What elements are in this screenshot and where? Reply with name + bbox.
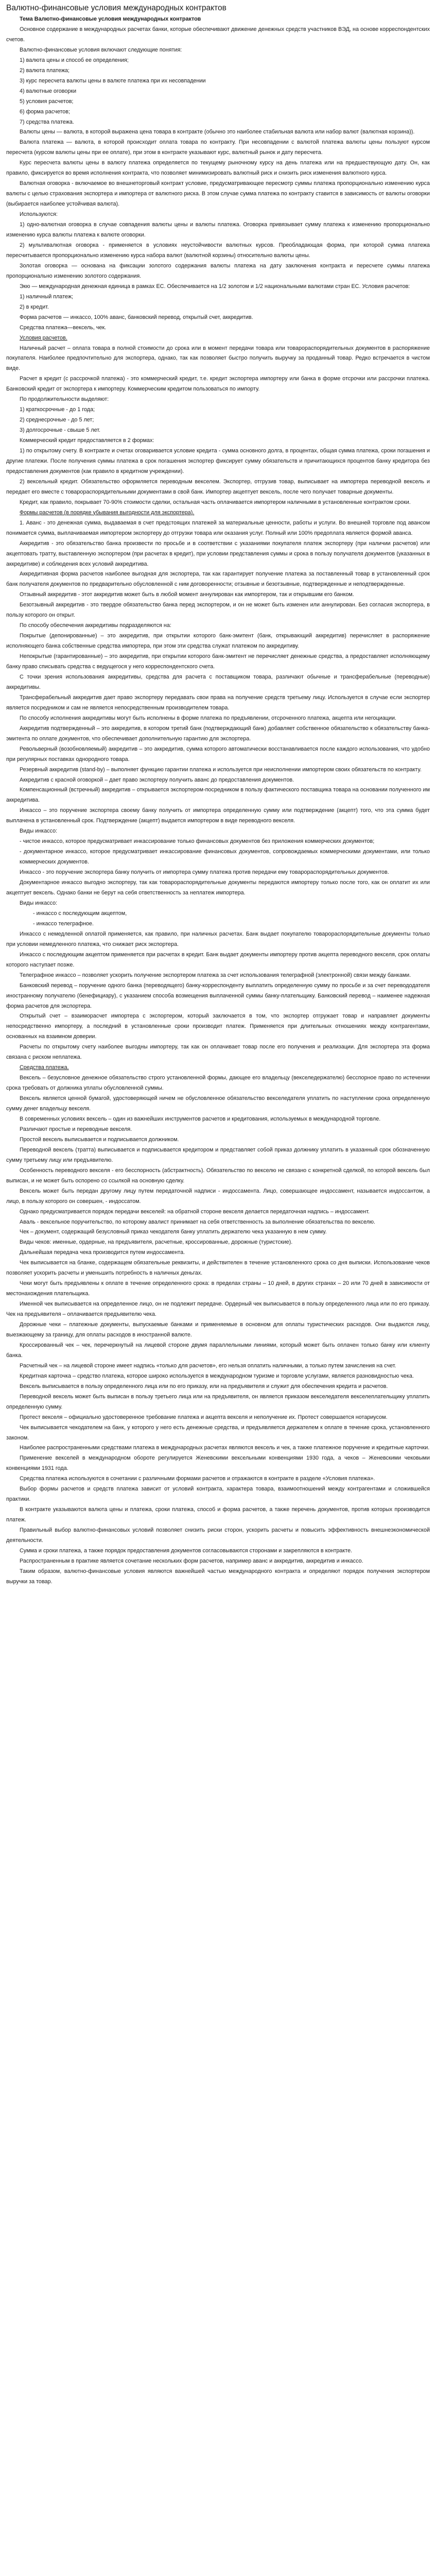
paragraph: Револьверный (возобновляемый) аккредитив – это аккредитив, сумма которого автоматически восстанавливается после каждого использования, что удобно при регулярных поставках однородного товара.: [6, 745, 430, 762]
paragraph: 1. Аванс - это денежная сумма, выдаваемая в счет предстоящих платежей за материальные ценности, работы и услуги. Во внешней торговле под авансом понимается сумма, выплачиваемая импортером экспортеру до отгрузки товара или оказания услуг. Полный или 100% предоплата является формой аванса.: [6, 519, 430, 536]
paragraph: Простой вексель выписывается и подписывается должником.: [20, 1136, 179, 1143]
paragraph: Расчет в кредит (с рассрочкой платежа) - это коммерческий кредит, т.е. кредит экспортера импортеру или банка в форме отсрочки или рассрочки платежа. Банковский кредит от экспортера к импортеру. Коммерческим кредитом пользоваться по импорту.: [6, 376, 430, 393]
paragraph: Однако предусматривается порядок передачи векселей: на обратной стороне векселя делается передаточная надпись – индоссамент.: [20, 1208, 370, 1215]
paragraph: Выбор формы расчетов и средств платежа зависит от условий контракта, характера товара, взаимоотношений между контрагентами и сложившейся практики.: [6, 1486, 430, 1503]
paragraph: Вексель выписывается в пользу определенного лица или по его приказу, или на предъявителя и служит для обеспечения кредита и расчетов.: [20, 1383, 388, 1389]
list-item: - чистое инкассо, которое предусматривает инкассирование только финансовых документов без приложения коммерческих документов;: [20, 838, 375, 845]
paragraph: Коммерческий кредит предоставляется в 2 формах:: [20, 437, 154, 444]
paragraph: По способу обеспечения аккредитивы подразделяются на:: [20, 622, 171, 629]
paragraph: Дальнейшая передача чека производится путем индоссамента.: [20, 1249, 185, 1256]
paragraph: Валюта платежа — валюта, в которой происходит оплата товара по контракту. При несовпадении с валютой платежа валюты цены пользуют курсом пересчета (курсом валюты цены при ее оплате), при этом в контракте указывают курс, валютный рынок и дату пересчета.: [6, 139, 430, 156]
list-item: 3) долгосрочные - свыше 5 лет.: [20, 427, 101, 434]
paragraph: Аккредитив - это обязательство банка произвести по просьбе и в соответствии с указаниями покупателя платеж экспортеру (при наличии расчетов) или акцептовать тратту, выставленную экспортером (при расчетах в кредит), при условии представления суммы и срока в пользу получателя документов (указанных в аккредитиве) и соблюдения всех условий аккредитива.: [6, 540, 430, 567]
paragraph: Телеграфное инкассо – позволяет ускорить получение экспортером платежа за счет использования телеграфной (электронной) связи между банками.: [20, 972, 411, 978]
paragraph: Инкассо с последующим акцептом применяется при расчетах в кредит. Банк выдает документы импортеру против акцепта переводного векселя, срок оплаты которого наступает позже.: [6, 951, 430, 968]
paragraph: Аккредитив подтвержденный – это аккредитив, в котором третий банк (подтверждающий банк) добавляет собственное обязательство к обязательству банка-эмитента по оплате документов, что обеспечивает дополнительную гарантию для экспортера.: [6, 725, 430, 742]
paragraph: Курс пересчета валюты цены в валюту платежа определяется по текущему рыночному курсу на день платежа или на предшествующую дату. Он, как правило, фиксируется во время исполнения контракта, что позволяет минимизировать валютный риск и снизить риск изменения валютного курса.: [6, 160, 430, 177]
list-item: - документарное инкассо, которое предусматривает инкассирование финансовых документов, сопровождаемых коммерческими документами, или только коммерческих документов.: [20, 849, 430, 866]
list-item: 1) краткосрочные - до 1 года;: [20, 406, 95, 413]
paragraph: Валюты цены — валюта, в которой выражена цена товара в контракте (обычно это наиболее стабильная валюта или набор валют (валютная корзина)).: [20, 129, 415, 135]
paragraph: Расчетный чек – на лицевой стороне имеет надпись «только для расчетов», его нельзя оплатить наличными, а только путем зачисления на счет.: [20, 1362, 396, 1369]
paragraph: Применение векселей в международном обороте регулируется Женевскими вексельными конвенциями 1930 года, а чеков – Женевскими чековыми конвенциями 1931 года.: [6, 1455, 430, 1472]
paragraph: Банковский перевод – поручение одного банка (переводящего) банку-корреспонденту выплатить определенную сумму по просьбе и за счет перевододателя иностранному получателю (бенефициару), с указанием способа возмещения выплаченной суммы банку-плательщику. Банковский перевод – наименее надежная форма расчетов для экспортера.: [6, 982, 430, 1009]
paragraph: Инкассо - это поручение экспортера банку получить от импортера сумму платежа против передачи ему товарораспорядительных документов.: [20, 869, 389, 876]
page-title: Валютно-финансовые условия международных контрактов: [6, 4, 226, 12]
paragraph: Условия расчетов.: [20, 334, 67, 341]
paragraph: Кроссированный чек – чек, перечеркнутый на лицевой стороне двумя параллельными линиями, который может быть оплачен только банку или клиенту банка.: [6, 1342, 430, 1359]
paragraph: Сумма и сроки платежа, а также порядок предоставления документов согласовываются сторонами и закрепляются в контракте.: [20, 1548, 353, 1554]
paragraph: Протест векселя – официально удостоверенное требование платежа и акцепта векселя и неполучение их. Протест совершается нотариусом.: [20, 1414, 388, 1420]
paragraph: В современных условиях вексель – один из важнейших инструментов расчетов и кредитования, используемых в международной торговле.: [20, 1115, 381, 1122]
paragraph: По способу исполнения аккредитивы могут быть исполнены в форме платежа по предъявлении, отсроченного платежа, акцепта или негоциации.: [20, 715, 397, 721]
list-item: - инкассо телеграфное.: [33, 920, 94, 927]
list-item: 3) курс пересчета валюты цены в валюте платежа при их несовпадении: [20, 77, 206, 84]
paragraph: 2) вексельный кредит. Обязательство оформляется переводным векселем. Экспортер, отгрузив товар, выписывает на импортера переводной вексель и передает его вместе с товарораспорядительными документами в свой банк. Импортер акцептует вексель, после чего получает товарные документы.: [6, 478, 430, 495]
paragraph: Переводной вексель (тратта) выписывается и подписывается кредитором и представляет собой приказ должнику уплатить в указанный срок обозначенную сумму третьему лицу или предъявителю.: [6, 1146, 430, 1163]
paragraph: Правильный выбор валютно-финансовых условий позволяет снизить риски сторон, ускорить расчеты и повысить эффективность внешнеэкономической деятельности.: [6, 1527, 430, 1544]
paragraph: Вексель является ценной бумагой, удостоверяющей ничем не обусловленное обязательство векселедателя уплатить по наступлении срока определенную сумму денег владельцу векселя.: [6, 1095, 430, 1112]
paragraph: Покрытые (депонированные) – это аккредитив, при открытии которого банк-эмитент (банк, открывающий аккредитив) перечисляет в распоряжение исполняющего банка собственные средства импортера, при этом эти средства служат платежом по аккредитиву.: [6, 633, 430, 650]
paragraph: Средства платежа.: [20, 1064, 69, 1071]
paragraph: Распространенным в практике является сочетание нескольких форм расчетов, например аванс и аккредитив, аккредитив и инкассо.: [20, 1557, 363, 1564]
paragraph: Расчеты по открытому счету наиболее выгодны импортеру, так как он оплачивает товар после его получения и реализации. Для экспортера эта форма связана с риском неплатежа.: [6, 1044, 430, 1061]
paragraph: Чек – документ, содержащий безусловный приказ чекодателя банку уплатить держателю чека указанную в нем сумму.: [20, 1229, 327, 1235]
paragraph: Средства платежа используются в сочетании с различными формами расчетов и отражаются в контракте в разделе «Условия платежа».: [20, 1476, 375, 1482]
paragraph: Чек выписывается на бланке, содержащем обязательные реквизиты, и действителен в течение установленного срока со дня выписки. Использование чеков позволяет ускорить расчеты и уменьшить потребность в наличных деньгах.: [6, 1260, 430, 1277]
paragraph: Отзывный аккредитив - этот аккредитив может быть в любой момент аннулирован как импортером, так и открывшим его банком.: [20, 591, 354, 598]
paragraph: Наличный расчет – оплата товара в полной стоимости до срока или в момент передачи товара или товарораспорядительных документов в распоряжение покупателя. Наиболее предпочтительно для экспортера, однако, так как позволяет быстро получить выручку за проданный товар. Редко встречается в чистом виде.: [6, 345, 430, 372]
list-item: - инкассо с последующим акцептом,: [33, 910, 127, 917]
paragraph: Аваль - вексельное поручительство, по которому авалист принимает на себя ответственность за выполнение обязательства по векселю.: [20, 1218, 375, 1225]
paragraph: Трансферабельный аккредитив дает право экспортеру передавать свои права на получение средств третьему лицу. Используется в случае если экспортер является посредником и сам не является непосредственным производителем товара.: [6, 694, 430, 711]
list-item: 5) условия расчетов;: [20, 98, 74, 105]
paragraph: Документарное инкассо выгодно экспортеру, так как товарораспорядительные документы передаются импортеру только после того, как он оплатит их или акцептует вексель. Однако банки не берут на себя ответственность за неплатеж импортера.: [6, 879, 430, 896]
paragraph: Золотая оговорка — основана на фиксации золотого содержания валюты платежа на дату заключения контракта и пересчете суммы платежа пропорционально изменению золотого содержания.: [6, 262, 430, 279]
paragraph: 2) мультивалютная оговорка - применяется в условиях неустойчивости валютных курсов. Преобладающая форма, при которой сумма платежа пересчитывается пропорционально изменению курса набора валют (валютной корзины) относительно валюты цены.: [6, 242, 430, 259]
paragraph: Переводной вексель может быть выписан в пользу третьего лица или на предъявителя, он является приказом векселедателя векселеплательщику уплатить определенную сумму.: [6, 1393, 430, 1410]
list-item: 2) в кредит.: [20, 303, 49, 310]
paragraph: 1) по открытому счету. В контракте и счетах оговаривается условие кредита - сумма основного долга, в процентах, общая сумма платежа, сроки погашения и другие платежи. После получения суммы платежа в срок погашения экспортер фиксирует сумму обязательств и причитающихся процентов банку кредитора без предоставления документов (как правило в кредитном учреждении).: [6, 448, 430, 474]
paragraph: Кредит, как правило, покрывает 70-90% стоимости сделки, остальная часть оплачивается импортером наличными в установленные контрактом сроки.: [20, 499, 411, 505]
paragraph: Особенность переводного векселя - его бесспорность (абстрактность). Обязательство по векселю не связано с конкретной сделкой, по которой вексель был выписан, и не может быть оспорено со ссылкой на основную сделку.: [6, 1167, 430, 1184]
paragraph: Таким образом, валютно-финансовые условия являются важнейшей частью международного контракта и определяют порядок получения экспортером выручки за товар.: [6, 1568, 430, 1585]
paragraph: Виды инкассо:: [20, 828, 58, 835]
paragraph: Кредитная карточка – средство платежа, которое широко используется в международном туризме и торговле услугами, является разновидностью чека.: [20, 1372, 414, 1379]
paragraph: Используются:: [20, 211, 58, 218]
paragraph: Чек выписывается чекодателем на банк, у которого у него есть денежные средства, и предъявляется держателем к оплате в течение срока, установленного законом.: [6, 1424, 430, 1441]
paragraph: Открытый счет – взаиморасчет импортера с экспортером, который заключается в том, что экспортер отгружает товар и направляет документы непосредственно импортеру, а последний в установленные сроки производит платеж. Применяется при длительных отношениях между контрагентами, основанных на взаимном доверии.: [6, 1013, 430, 1040]
list-item: 1) наличный платеж;: [20, 293, 74, 300]
paragraph: Формы расчетов (в порядке убывания выгодности для экспортера).: [20, 509, 195, 516]
list-item: 4) валютные оговорки: [20, 88, 77, 94]
paragraph: Инкассо с немедленной оплатой применяется, как правило, при наличных расчетах. Банк выдает покупателю товарораспорядительные документы только при условии немедленного платежа, что снижает риск экспортера.: [6, 930, 430, 947]
paragraph: Средства платежа—вексель, чек.: [20, 324, 107, 331]
paragraph: Виды чеков: именные, ордерные, на предъявителя, расчетные, кроссированные, дорожные (туристские).: [20, 1239, 293, 1246]
list-item: 6) форма расчетов;: [20, 108, 71, 115]
paragraph: Экю — международная денежная единица в рамках ЕС. Обеспечивается на 1/2 золотом и 1/2 национальными валютами стран ЕС. Условия расчетов:: [20, 283, 410, 290]
paragraph: Различают простые и переводные векселя.: [20, 1126, 132, 1132]
section-heading: Тема Валютно-финансовые условия международных контрактов: [20, 16, 201, 22]
paragraph: Дорожные чеки – платежные документы, выпускаемые банками и применяемые в основном для оплаты туристических расходов. Они выдаются лицу, выезжающему за границу, для оплаты расходов в иностранной валюте.: [6, 1321, 430, 1338]
list-item: 7) средства платежа.: [20, 118, 74, 125]
paragraph: Резервный аккредитив (stand-by) – выполняет функцию гарантии платежа и используется при неисполнении импортером своих обязательств по контракту.: [20, 766, 422, 773]
list-item: 2) среднесрочные - до 5 лет;: [20, 417, 94, 423]
paragraph: По продолжительности выделяют:: [20, 396, 109, 403]
paragraph: Чеки могут быть предъявлены к оплате в течение определенного срока: в пределах страны – 10 дней, в других странах – 20 или 70 дней в зависимости от местонахождения плательщика.: [6, 1280, 430, 1297]
paragraph: Безотзывный аккредитив - это твердое обязательство банка перед экспортером, и он не может быть изменен или аннулирован. Без согласия экспортера, в пользу которого он открыт.: [6, 602, 430, 619]
paragraph: 1) одно-валютная оговорка в случае совпадения валюты цены и валюты платежа. Оговорка привязывает сумму платежа к изменению пропорционально изменению курса валюты платежа к валюте оговорки.: [6, 222, 430, 239]
paragraph: Вексель может быть передан другому лицу путем передаточной надписи - индоссамента. Лицо, совершающее индоссамент, называется индоссантом, а лицо, в пользу которого он совершен, - индоссатом.: [6, 1188, 430, 1205]
paragraph: Наиболее распространенными средствами платежа в международных расчетах являются вексель и чек, а также платежное поручение и кредитные карточки.: [20, 1445, 430, 1451]
list-item: 1) валюта цены и способ ее определения;: [20, 57, 129, 63]
paragraph: Валютно-финансовые условия включают следующие понятия:: [20, 46, 182, 53]
paragraph: В контракте указываются валюта цены и платежа, сроки платежа, способ и форма расчетов, а также перечень документов, против которых производится платеж.: [6, 1506, 430, 1523]
paragraph: Именной чек выписывается на определенное лицо, он не подлежит передаче. Ордерный чек выписывается в пользу определенного лица или по его приказу. Чек на предъявителя – оплачивается предъявителю чека.: [6, 1301, 430, 1318]
list-item: 2) валюта платежа;: [20, 67, 70, 74]
paragraph: С точки зрения использования аккредитивы, средства для расчета с поставщиком товара, различают обычные и трансферабельные (переводные) аккредитивы.: [6, 674, 430, 690]
paragraph: Непокрытые (гарантированные) – это аккредитив, при открытии которого банк-эмитент не перечисляет денежные средства, а предоставляет исполняющему банку право списывать средства с ведущегося у него корреспондентского счета.: [6, 653, 430, 670]
paragraph: Аккредитивная форма расчетов наиболее выгодная для экспортера, так как гарантирует получение платежа за поставленный товар в установленный срок банк получателя документов по предварительно обусловленной с ним договоренности; отзывные и безотзывные, подтвержденные и неподтвержденные.: [6, 571, 430, 588]
paragraph: Форма расчетов — инкассо, 100% аванс, банковский перевод, открытый счет, аккредитив.: [20, 314, 253, 320]
paragraph: Компенсационный (встречный) аккредитив – открывается экспортером-посредником в пользу фактического поставщика товара на основании полученного им аккредитива.: [6, 787, 430, 804]
paragraph: Вексель – безусловное денежное обязательство строго установленной формы, дающее его владельцу (векселедержателю) бесспорное право по истечении срока требовать от должника уплаты обусловленной суммы.: [6, 1075, 430, 1092]
paragraph: Аккредитив с красной оговоркой – дает право экспортеру получить аванс до предоставления документов.: [20, 776, 294, 783]
paragraph: Виды инкассо:: [20, 900, 58, 906]
document-body: [6, 14, 430, 1587]
paragraph: Инкассо – это поручение экспортера своему банку получить от импортера определенную сумму или подтверждение (акцепт) того, что эта сумма будет выплачена в установленный срок. Подтверждение (акцепт) выдается импортером в виде переводного векселя.: [6, 807, 430, 824]
paragraph: Основное содержание в международных расчетах банки, которые обеспечивают движение денежных средств участников ВЭД, на основе корреспондентских счетов.: [6, 26, 430, 43]
paragraph: Валютная оговорка - включаемое во внешнеторговый контракт условие, предусматривающее пересмотр суммы платежа пропорционально изменению курса валюты с целью страхования экспортера и импортера от валютного риска. В этом случае сумма платежа по контракту ставится в зависимость от валюты оговорки (выбирается наиболее устойчивая валюта).: [6, 180, 430, 208]
